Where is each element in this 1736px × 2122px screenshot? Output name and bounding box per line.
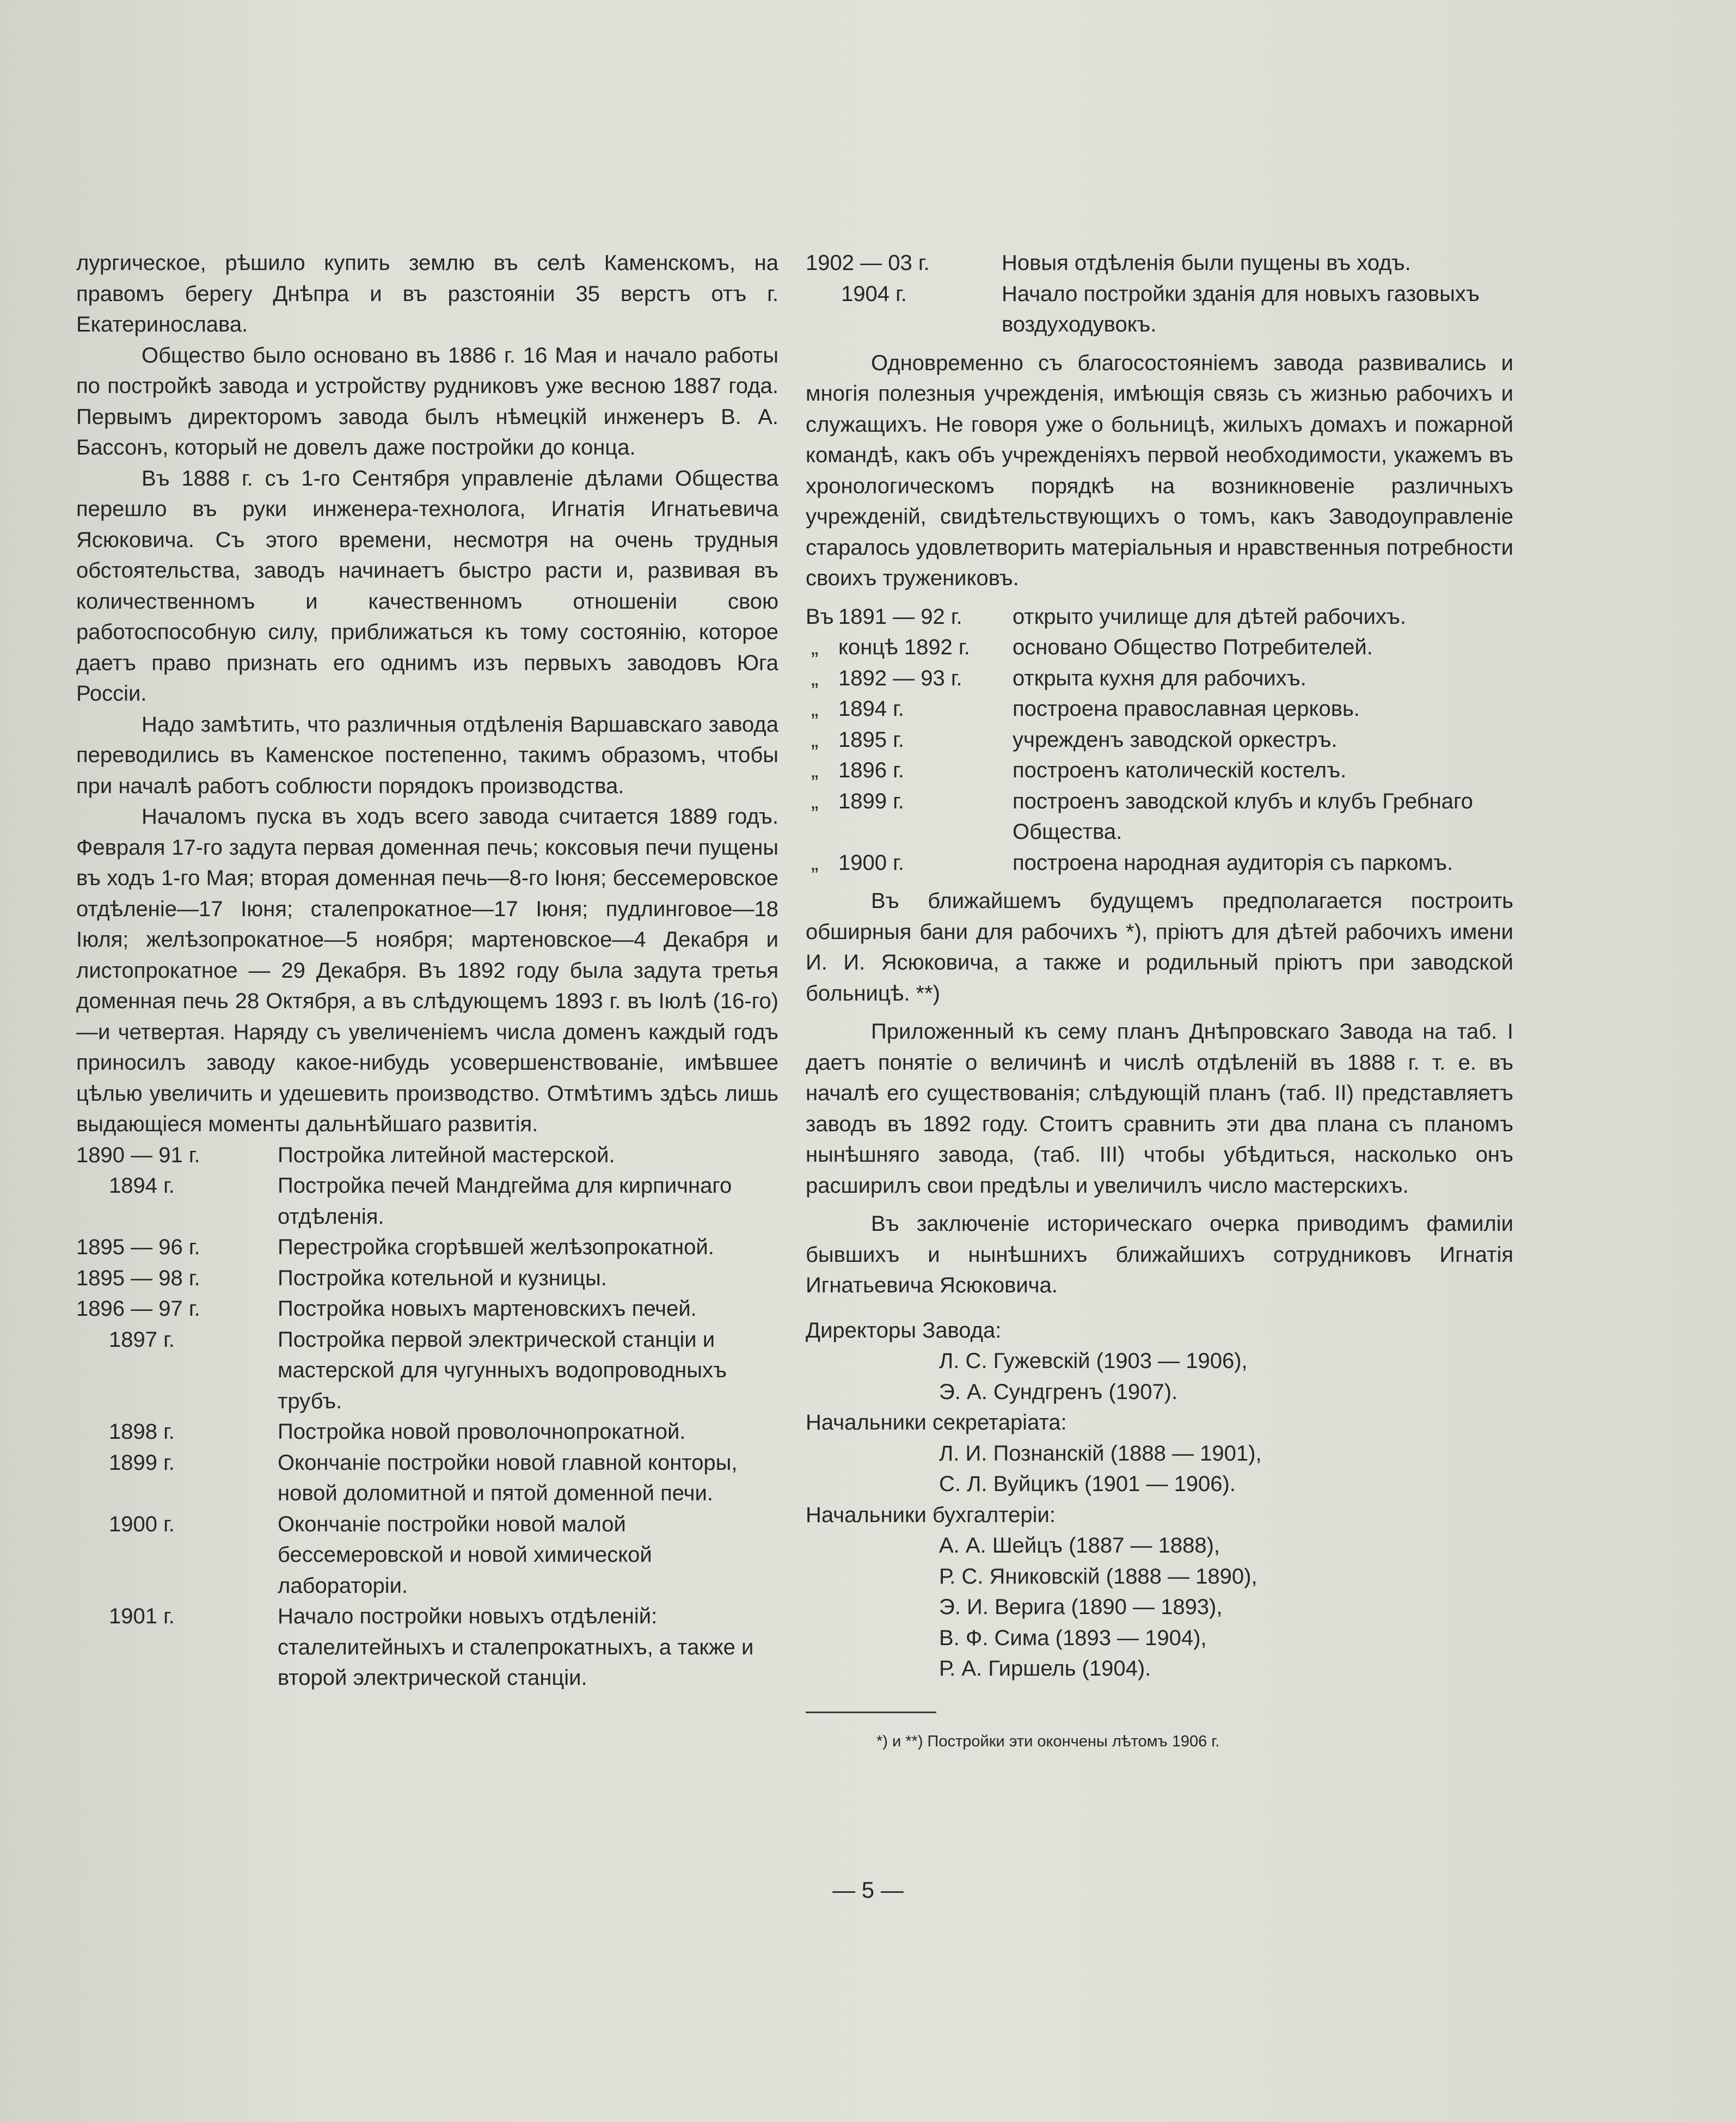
- event-year: 1894 г.: [838, 697, 904, 721]
- event-year: 1892 — 93 г.: [838, 666, 962, 690]
- event-year: 1900 г.: [838, 850, 904, 875]
- institutions-list: [806, 602, 1513, 879]
- event-text: построена православная церковь.: [1013, 697, 1360, 721]
- timeline-row: [76, 1601, 778, 1694]
- timeline-row: [76, 1170, 778, 1232]
- timeline-year: 1896 — 97 г.: [76, 1297, 200, 1321]
- construction-timeline: [76, 1140, 778, 1694]
- paragraph-transfer: Надо замѣтить, что различныя отдѣленія Варшавскаго завода переводились въ Каменское постепенно, такимъ образомъ, чтобы при началѣ работъ соблюсти порядокъ производства.: [76, 712, 778, 798]
- staff-name: Р. А. Гиршель (1904).: [939, 1657, 1151, 1681]
- staff-name: Л. С. Гужевскій (1903 — 1906),: [939, 1349, 1248, 1373]
- timeline-text: Начало постройки новыхъ отдѣленій: сталелитейныхъ и сталепрокатныхъ, а также и второй электрической станціи.: [278, 1604, 754, 1690]
- event-row: [806, 725, 1513, 756]
- event-year: 1896 г.: [838, 758, 904, 782]
- event-year: концѣ 1892 г.: [838, 635, 970, 659]
- event-text: построенъ католическій костелъ.: [1013, 758, 1347, 782]
- timeline-year: 1895 — 98 г.: [76, 1266, 200, 1290]
- event-text: открыта кухня для рабочихъ.: [1013, 666, 1306, 690]
- staff-name: Л. И. Познанскій (1888 — 1901),: [939, 1441, 1262, 1465]
- timeline-row: [76, 1416, 778, 1448]
- timeline-row: [76, 1324, 778, 1417]
- paragraph-management: Въ 1888 г. съ 1-го Сентября управленіе дѣлами Общества перешло въ руки инженера-технолога, Игнатія Игнатьевича Ясюковича. Съ этого времени, несмотря на очень трудныя обстоятельства, заводъ начинаетъ быстро расти и, развивая въ количественномъ и качественномъ отношеніи свою работоспособную силу, приближаться къ тому состоянію, которое даетъ право признать его однимъ изъ первыхъ заводовъ Юга Россіи.: [76, 466, 778, 706]
- event-text: построена народная аудиторія съ паркомъ.: [1013, 850, 1453, 875]
- timeline-text: Начало постройки зданія для новыхъ газовыхъ воздуходувокъ.: [1002, 281, 1480, 336]
- timeline-year: 1895 — 96 г.: [76, 1235, 200, 1259]
- footnote-separator: [806, 1712, 936, 1713]
- event-text: построенъ заводской клубъ и клубъ Гребнаго Общества.: [1013, 789, 1473, 844]
- timeline-year: 1901 г.: [109, 1604, 175, 1628]
- timeline-row: [76, 1448, 778, 1509]
- paragraph-founding: Общество было основано въ 1886 г. 16 Мая и начало работы по постройкѣ завода и устройству рудниковъ уже весною 1887 года. Первымъ директоромъ завода былъ нѣмецкій инженеръ В. А. Бассонъ, который не довелъ даже постройки до конца.: [76, 343, 778, 459]
- staff-name: С. Л. Вуйцикъ (1901 — 1906).: [939, 1472, 1236, 1496]
- timeline-text: Постройка новой проволочнопрокатной.: [278, 1420, 686, 1444]
- event-year: 1895 г.: [838, 727, 904, 752]
- timeline-row: [76, 1293, 778, 1324]
- event-prefix: „: [811, 635, 819, 659]
- event-text: учрежденъ заводской оркестръ.: [1013, 727, 1338, 752]
- event-row: [806, 663, 1513, 694]
- event-row: [806, 786, 1513, 848]
- event-prefix: „: [811, 727, 819, 752]
- timeline-row: [76, 1232, 778, 1263]
- timeline-year: 1902 — 03 г.: [806, 251, 930, 275]
- timeline-year: 1904 г.: [841, 281, 907, 306]
- accounting-heading: Начальники бухгалтеріи:: [806, 1502, 1056, 1527]
- event-text: открыто училище для дѣтей рабочихъ.: [1013, 604, 1407, 629]
- event-row: [806, 848, 1513, 879]
- staff-name: В. Ф. Сима (1893 — 1904),: [939, 1626, 1207, 1650]
- event-prefix: Въ: [806, 604, 834, 629]
- event-year: 1891 — 92 г.: [838, 604, 962, 629]
- timeline-row: [806, 279, 1513, 340]
- staff-list: [806, 1315, 1513, 1684]
- secretariat-heading: Начальники секретаріата:: [806, 1410, 1067, 1434]
- directors-heading: Директоры Завода:: [806, 1318, 1002, 1342]
- event-row: [806, 602, 1513, 633]
- timeline-text: Постройка литейной мастерской.: [278, 1143, 615, 1167]
- staff-name: Э. И. Верига (1890 — 1893),: [939, 1595, 1223, 1619]
- paragraph-location: лургическое, рѣшило купить землю въ селѣ Каменскомъ, на правомъ берегу Днѣпра и въ разстояніи 35 верстъ отъ г. Екатеринослава.: [76, 251, 778, 336]
- timeline-text: Постройка новыхъ мартеновскихъ печей.: [278, 1297, 697, 1321]
- timeline-year: 1900 г.: [109, 1512, 175, 1536]
- event-year: 1899 г.: [838, 789, 904, 813]
- timeline-row: [76, 1509, 778, 1602]
- event-prefix: „: [811, 789, 819, 813]
- timeline-row: [76, 1140, 778, 1171]
- paragraph-institutions: Одновременно съ благосостояніемъ завода развивались и многія полезныя учрежденія, имѣющія связь съ жизнью рабочихъ и служащихъ. Не говоря уже о больницѣ, жилыхъ домахъ и пожарной командѣ, какъ объ учрежденіяхъ первой необходимости, укажемъ въ хронологическомъ порядкѣ на возникновеніе различныхъ учрежденій, свидѣтельствующихъ о томъ, какъ Заводоуправленіе старалось удовлетворить матеріальныя и нравственныя потребности своихъ тружениковъ.: [806, 351, 1513, 590]
- timeline-text: Постройка котельной и кузницы.: [278, 1266, 607, 1290]
- page-number: — 5 —: [832, 1877, 904, 1903]
- timeline-text: Окончаніе постройки новой малой бессемеровской и новой химической лабораторіи.: [278, 1512, 652, 1598]
- timeline-year: 1894 г.: [109, 1174, 175, 1198]
- timeline-row: [76, 1263, 778, 1294]
- staff-name: А. А. Шейцъ (1887 — 1888),: [939, 1534, 1220, 1557]
- timeline-year: 1890 — 91 г.: [76, 1143, 200, 1167]
- event-row: [806, 632, 1513, 663]
- staff-name: Э. А. Сундгренъ (1907).: [939, 1379, 1178, 1404]
- event-row: [806, 755, 1513, 786]
- paragraph-launch: Началомъ пуска въ ходъ всего завода считается 1889 годъ. Февраля 17-го задута первая доменная печь; коксовыя печи пущены въ ходъ 1-го Мая; вторая доменная печь—8-го Іюня; бессемеровское отдѣленіе—17 Іюня; сталепрокатное—17 Іюня; пудлинговое—18 Іюля; желѣзопрокатное—5 ноября; мартеновское—4 Декабря и листопрокатное — 29 Декабря. Въ 1892 году была задута третья доменная печь 28 Октября, а въ слѣдующемъ 1893 г. въ Іюлѣ (16-го)—и четвертая. Наряду съ увеличеніемъ числа доменъ каждый годъ приносилъ заводу какое-нибудь усовершенствованіе, имѣвшее цѣлью увеличить и удешевить производство. Отмѣтимъ здѣсь лишь выдающіеся моменты дальнѣйшаго развитія.: [76, 805, 778, 1136]
- paragraph-factory-plans: Приложенный къ сему планъ Днѣпровскаго Завода на таб. I даетъ понятіе о величинѣ и числѣ отдѣленій въ 1888 г. т. е. въ началѣ его существованія; слѣдующій планъ (таб. II) представляетъ заводъ въ 1892 году. Стоитъ сравнить эти два плана съ планомъ нынѣшняго завода, (таб. III) чтобы убѣдиться, насколько онъ расширилъ свои предѣлы и увеличилъ число мастерскихъ.: [806, 1020, 1513, 1198]
- right-column: [806, 248, 1513, 1753]
- timeline-year: 1898 г.: [109, 1420, 175, 1444]
- event-text: основано Общество Потребителей.: [1013, 635, 1373, 659]
- paragraph-conclusion: Въ заключеніе историческаго очерка приводимъ фамиліи бывшихъ и нынѣшнихъ ближайшихъ сотрудниковъ Игнатія Игнатьевича Ясюковича.: [806, 1212, 1513, 1297]
- timeline-text: Окончаніе постройки новой главной конторы, новой доломитной и пятой доменной печи.: [278, 1450, 738, 1505]
- timeline-row: [806, 248, 1513, 279]
- staff-name: Р. С. Яниковскій (1888 — 1890),: [939, 1564, 1257, 1589]
- timeline-year: 1899 г.: [109, 1450, 175, 1475]
- timeline-year: 1897 г.: [109, 1327, 175, 1352]
- timeline-text: Новыя отдѣленія были пущены въ ходъ.: [1002, 251, 1411, 275]
- left-column: [76, 248, 778, 1694]
- event-prefix: „: [811, 666, 819, 690]
- timeline-text: Постройка первой электрической станціи и мастерской для чугунныхъ водопроводныхъ трубъ.: [278, 1327, 727, 1413]
- timeline-text: Постройка печей Мандгейма для кирпичнаго отдѣленія.: [278, 1174, 732, 1229]
- event-prefix: „: [811, 758, 819, 782]
- event-row: [806, 694, 1513, 725]
- event-prefix: „: [811, 850, 819, 875]
- timeline-text: Перестройка сгорѣвшей желѣзопрокатной.: [278, 1235, 714, 1259]
- event-prefix: „: [811, 697, 819, 721]
- paragraph-future-plans: Въ ближайшемъ будущемъ предполагается построить обширныя бани для рабочихъ *), пріютъ для дѣтей рабочихъ имени И. И. Ясюковича, а также и родильный пріютъ при заводской больницѣ. **): [806, 889, 1513, 1005]
- footnote: *) и **) Постройки эти окончены лѣтомъ 1906 г.: [876, 1732, 1220, 1750]
